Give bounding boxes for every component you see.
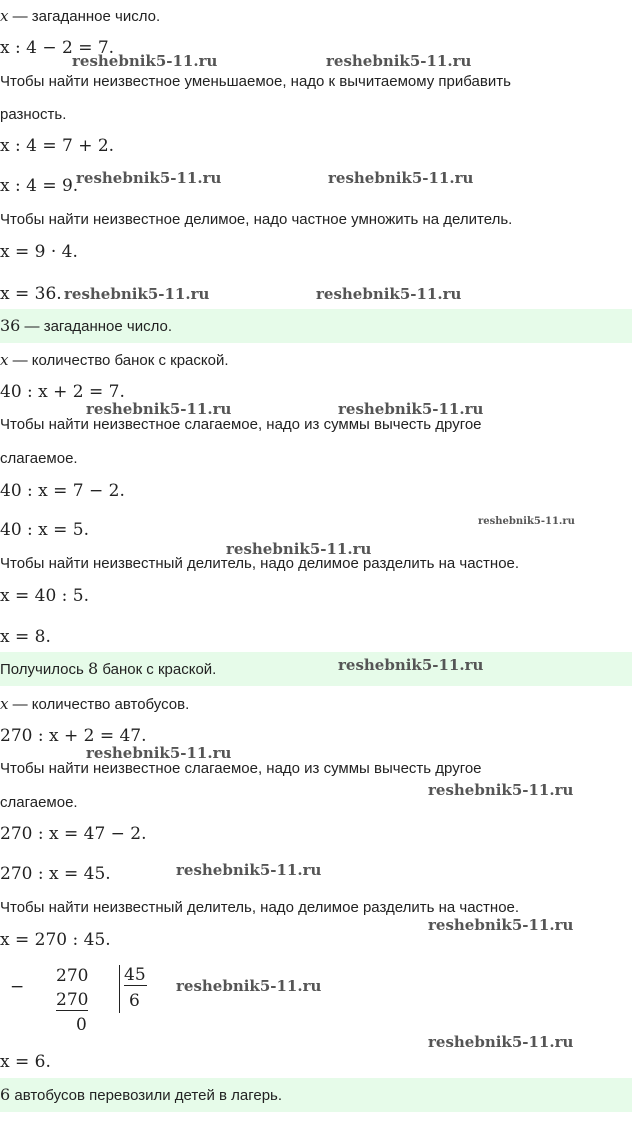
task1-eq1: x : 4 − 2 = 7.: [0, 38, 115, 58]
watermark: reshebnik5-11.ru: [72, 52, 218, 70]
task3-eq4: x = 270 : 45.: [0, 930, 111, 950]
task2-rule2: Чтобы найти неизвестный делитель, надо делимое разделить на частное.: [0, 555, 520, 572]
variable: x: [0, 695, 9, 713]
task2-eq4: x = 40 : 5.: [0, 586, 90, 606]
division-dividend: 270: [56, 966, 89, 986]
watermark: reshebnik5-11.ru: [226, 540, 372, 558]
division-divisor: 45: [124, 965, 146, 985]
task2-rule1: Чтобы найти неизвестное слагаемое, надо из суммы вычесть другое: [0, 416, 482, 433]
watermark: reshebnik5-11.ru: [338, 656, 484, 674]
task1-answer: 36 — загаданное число.: [0, 309, 632, 343]
task1-rule2: Чтобы найти неизвестное делимое, надо частное умножить на делитель.: [0, 211, 513, 228]
variable: x: [0, 351, 9, 369]
task1-eq4: x = 9 · 4.: [0, 242, 78, 262]
division-remainder: 0: [76, 1015, 87, 1035]
watermark: reshebnik5-11.ru: [328, 169, 474, 187]
watermark: reshebnik5-11.ru: [76, 169, 222, 187]
watermark: reshebnik5-11.ru: [326, 52, 472, 70]
task2-eq2: 40 : x = 7 − 2.: [0, 481, 125, 501]
task1-rule1: Чтобы найти неизвестное уменьшаемое, надо к вычитаемому прибавить: [0, 73, 511, 90]
task1-eq2: x : 4 = 7 + 2.: [0, 136, 115, 156]
watermark: reshebnik5-11.ru: [428, 1033, 574, 1051]
task2-eq3: 40 : x = 5.: [0, 520, 90, 540]
division-minus: −: [10, 977, 25, 997]
task3-eq3: 270 : x = 45.: [0, 864, 111, 884]
watermark: reshebnik5-11.ru: [478, 516, 575, 527]
task3-intro: x — количество автобусов.: [0, 695, 190, 713]
task3-answer: 6 автобусов перевозили детей в лагерь.: [0, 1078, 632, 1112]
watermark: reshebnik5-11.ru: [176, 977, 322, 995]
watermark: reshebnik5-11.ru: [428, 781, 574, 799]
answer-number: 36: [0, 316, 21, 335]
watermark: reshebnik5-11.ru: [176, 861, 322, 879]
task3-rule1b: слагаемое.: [0, 794, 78, 811]
task3-rule2: Чтобы найти неизвестный делитель, надо делимое разделить на частное.: [0, 899, 520, 916]
task2-eq1: 40 : x + 2 = 7.: [0, 382, 125, 402]
task1-eq3: x : 4 = 9.: [0, 176, 79, 196]
watermark: reshebnik5-11.ru: [428, 916, 574, 934]
task3-eq5: x = 6.: [0, 1052, 51, 1072]
answer-number: 6: [0, 1085, 11, 1104]
watermark: reshebnik5-11.ru: [86, 400, 232, 418]
task1-intro: x — загаданное число.: [0, 7, 161, 25]
division-quotient: 6: [129, 991, 140, 1011]
task3-eq1: 270 : x + 2 = 47.: [0, 726, 147, 746]
watermark: reshebnik5-11.ru: [316, 285, 462, 303]
task2-intro: x — количество банок с краской.: [0, 351, 229, 369]
division-subtrahend: 270: [56, 990, 89, 1010]
task2-answer: Получилось 8 банок с краской.: [0, 652, 632, 686]
watermark: reshebnik5-11.ru: [64, 285, 210, 303]
task2-eq5: x = 8.: [0, 627, 51, 647]
division-vertical-bar: [119, 965, 120, 1013]
watermark: reshebnik5-11.ru: [338, 400, 484, 418]
task1-eq5: x = 36.: [0, 284, 62, 304]
task3-eq2: 270 : x = 47 − 2.: [0, 824, 147, 844]
task3-rule1: Чтобы найти неизвестное слагаемое, надо из суммы вычесть другое: [0, 760, 482, 777]
variable: x: [0, 7, 9, 25]
answer-number: 8: [88, 659, 99, 678]
task2-rule1b: слагаемое.: [0, 450, 78, 467]
watermark: reshebnik5-11.ru: [86, 744, 232, 762]
task1-rule1b: разность.: [0, 106, 67, 123]
